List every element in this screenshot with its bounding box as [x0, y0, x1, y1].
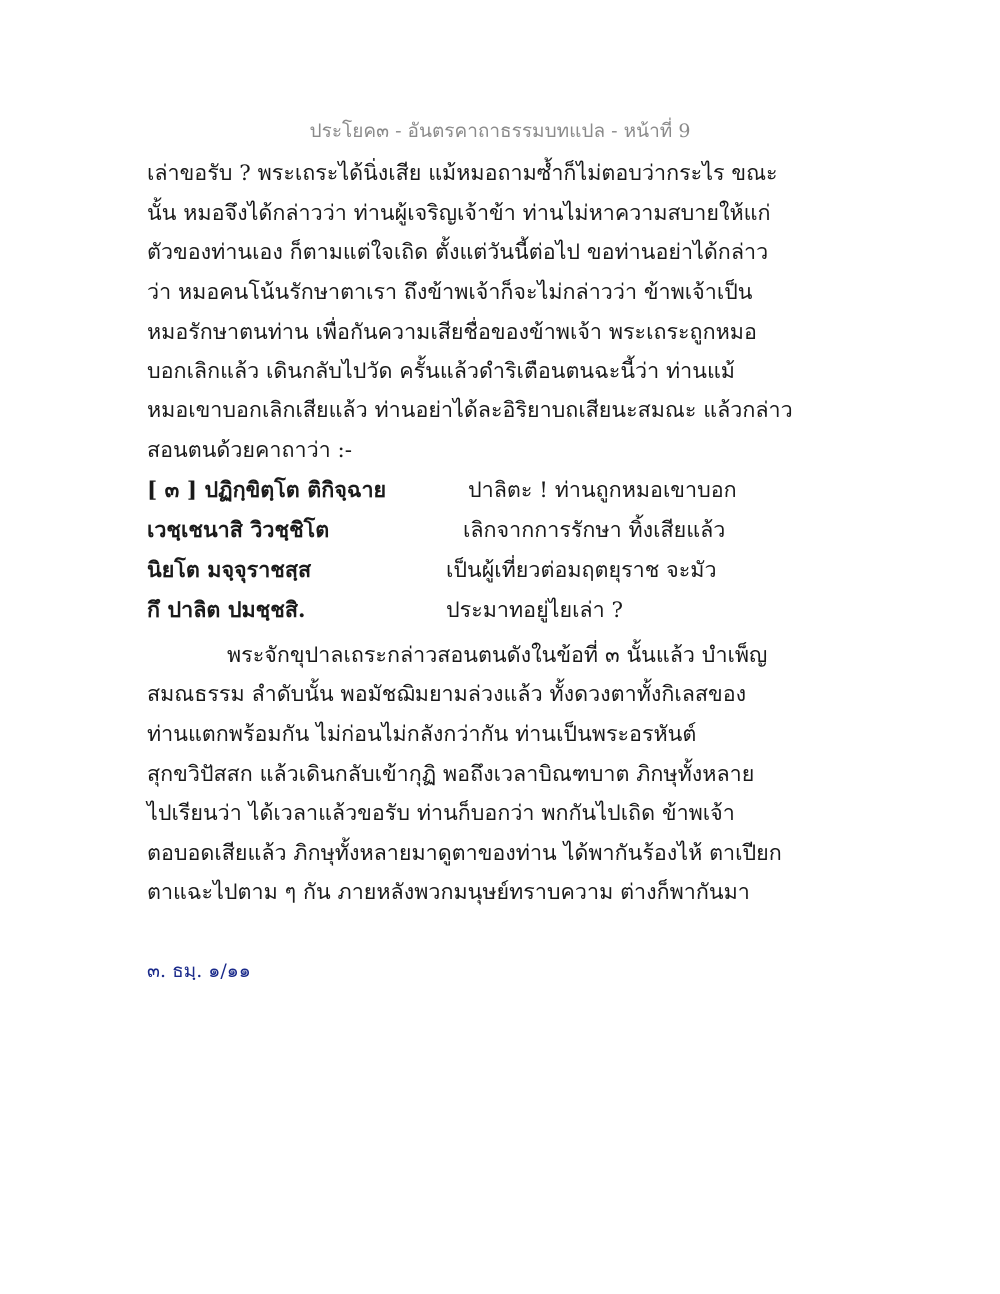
verse-pali-line: นิยโต มจฺจุราชสฺส [147, 558, 312, 583]
verse-pali-line: กึ ปาลิต ปมชฺชสิ. [147, 598, 306, 623]
verse-thai-line: เลิกจากการรักษา ทิ้งเสียแล้ว [463, 518, 726, 543]
paragraph-line: สอนตนด้วยคาถาว่า :- [147, 438, 353, 463]
paragraph-line: สุกขวิปัสสก แล้วเดินกลับเข้ากุฏิ พอถึงเวลาบิณฑบาต ภิกษุทั้งหลาย [147, 762, 755, 787]
paragraph-line: นั้น หมอจึงได้กล่าวว่า ท่านผู้เจริญเจ้าข้า ท่านไม่หาความสบายให้แก่ [147, 201, 771, 226]
paragraph-line: ไปเรียนว่า ได้เวลาแล้วขอรับ ท่านก็บอกว่า พกกันไปเถิด ข้าพเจ้า [147, 801, 735, 826]
verse-thai-line: เป็นผู้เที่ยวต่อมฤตยุราช จะมัว [446, 558, 717, 583]
paragraph-line: ตอบอดเสียแล้ว ภิกษุทั้งหลายมาดูตาของท่าน ได้พากันร้องไห้ ตาเปียก [147, 841, 782, 866]
paragraph-line: บอกเลิกแล้ว เดินกลับไปวัด ครั้นแล้วดำริเตือนตนฉะนี้ว่า ท่านแม้ [147, 359, 735, 384]
verse-thai-line: ปาลิตะ ! ท่านถูกหมอเขาบอก [468, 478, 737, 503]
paragraph-line: สมณธรรม ลำดับนั้น พอมัชฌิมยามล่วงแล้ว ทั้งดวงตาทั้งกิเลสของ [147, 682, 747, 707]
verse-pali-line: [ ๓ ] ปฏิกฺขิตฺโต ติกิจฺฉาย [147, 478, 387, 503]
paragraph-line: ท่านแตกพร้อมกัน ไม่ก่อนไม่กลังกว่ากัน ท่านเป็นพระอรหันต์ [147, 722, 697, 747]
footnote: ๓. ธมฺ. ๑/๑๑ [147, 960, 251, 982]
paragraph-line: หมอเขาบอกเลิกเสียแล้ว ท่านอย่าได้ละอิริยาบถเสียนะสมณะ แล้วกล่าว [147, 398, 793, 423]
paragraph-line: พระจักขุปาลเถระกล่าวสอนตนดังในข้อที่ ๓ นั้นแล้ว บำเพ็ญ [227, 643, 768, 668]
paragraph-line: หมอรักษาตนท่าน เพื่อกันความเสียชื่อของข้าพเจ้า พระเถระถูกหมอ [147, 320, 757, 345]
verse-thai-line: ประมาทอยู่ไยเล่า ? [446, 598, 624, 623]
page-header: ประโยค๓ - อันตรคาถาธรรมบทแปล - หน้าที่ 9 [309, 120, 691, 142]
paragraph-line: เล่าขอรับ ? พระเถระได้นิ่งเสีย แม้หมอถามซ้ำก็ไม่ตอบว่ากระไร ขณะ [147, 161, 778, 186]
paragraph-line: ตัวของท่านเอง ก็ตามแต่ใจเถิด ตั้งแต่วันนี้ต่อไป ขอท่านอย่าได้กล่าว [147, 240, 769, 265]
paragraph-line: ว่า หมอคนโน้นรักษาตาเรา ถึงข้าพเจ้าก็จะไม่กล่าวว่า ข้าพเจ้าเป็น [147, 280, 753, 305]
verse-pali-line: เวชฺเชนาสิ วิวชฺชิโต [147, 518, 330, 543]
paragraph-line: ตาแฉะไปตาม ๆ กัน ภายหลังพวกมนุษย์ทราบความ ต่างก็พากันมา [147, 880, 750, 905]
